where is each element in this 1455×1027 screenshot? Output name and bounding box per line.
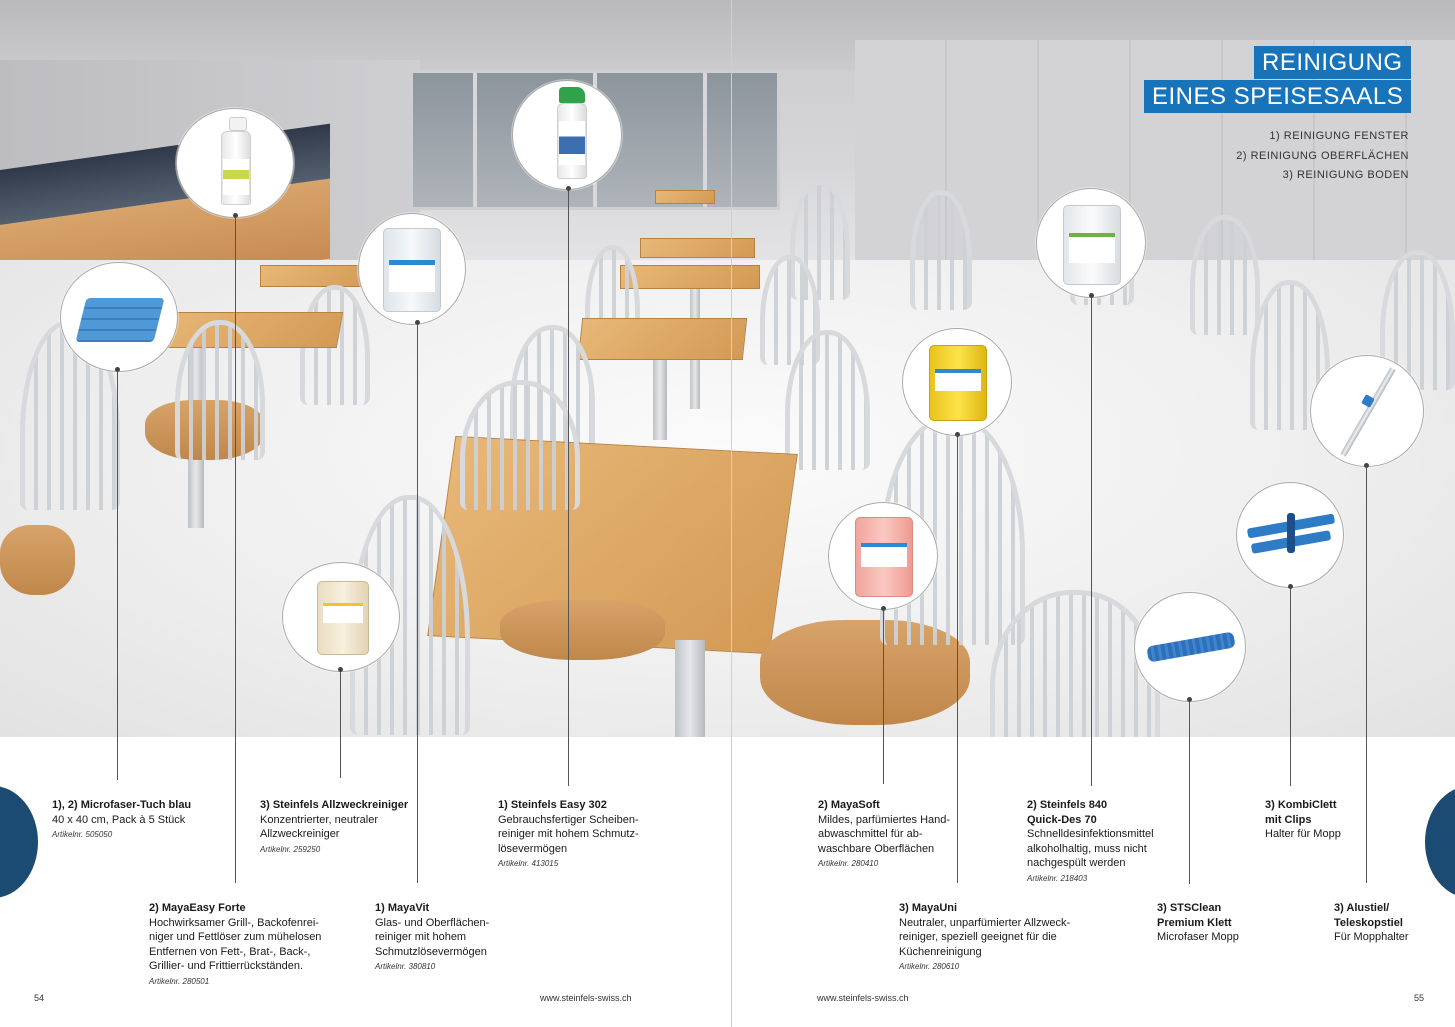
product-article: Artikelnr. 280610 xyxy=(899,962,960,972)
product-quickdes70 xyxy=(1027,798,1177,887)
telescopic-pole-icon xyxy=(1340,367,1395,457)
quickdes70-circle xyxy=(1036,188,1146,298)
product-article: Artikelnr. 218403 xyxy=(1027,873,1088,883)
product-alustiel xyxy=(1334,901,1439,945)
stsclean-circle xyxy=(1134,592,1246,702)
microfaser-tuch-circle xyxy=(60,262,178,372)
product-easy302 xyxy=(498,798,668,872)
area-item-oberflaechen: 2) REINIGUNG OBERFLÄCHEN xyxy=(1236,150,1409,162)
product-mayavit xyxy=(375,901,525,975)
product-allzweckreiniger xyxy=(260,798,440,857)
product-desc: Gebrauchsfertiger Scheiben- reiniger mit hohem Schmutz- lösevermögen xyxy=(498,813,639,855)
cloth-icon xyxy=(76,298,165,342)
product-name: 1) Steinfels Easy 302 xyxy=(498,799,607,811)
area-item-boden: 3) REINIGUNG BODEN xyxy=(1282,169,1409,181)
alustiel-circle xyxy=(1310,355,1424,467)
mayaeasy-forte-circle xyxy=(176,108,294,218)
mop-icon xyxy=(1146,631,1235,662)
product-desc: 40 x 40 cm, Pack à 5 Stück xyxy=(52,813,186,826)
product-desc: Halter für Mopp xyxy=(1265,828,1341,841)
easy302-circle xyxy=(512,80,622,190)
mayauni-circle xyxy=(902,328,1012,436)
product-desc: Glas- und Oberflächen- reiniger mit hohem Schmutzlösevermögen xyxy=(375,916,490,958)
kombiclett-circle xyxy=(1236,482,1344,588)
product-desc: Konzentrierter, neutraler Allzweckreiniger xyxy=(260,813,379,841)
product-name: 3) Alustiel/ Teleskopstiel xyxy=(1334,902,1403,929)
product-name: 3) MayaUni xyxy=(899,902,958,914)
spray-bottle-icon xyxy=(559,87,585,103)
page-number-left: 54 xyxy=(34,993,45,1003)
product-article: Artikelnr. 280410 xyxy=(818,859,879,869)
product-desc: Microfaser Mopp xyxy=(1157,931,1239,944)
product-kombiclett xyxy=(1265,798,1375,842)
product-mayaeasy-forte xyxy=(149,901,349,990)
product-name: 2) MayaSoft xyxy=(818,799,880,811)
product-mayasoft xyxy=(818,798,978,872)
product-name: 3) KombiClett mit Clips xyxy=(1265,799,1337,826)
product-article: Artikelnr. 380810 xyxy=(375,962,436,972)
product-stsclean xyxy=(1157,901,1267,945)
allzweckreiniger-circle xyxy=(282,562,400,672)
website-right: www.steinfels-swiss.ch xyxy=(817,993,909,1003)
area-item-fenster: 1) REINIGUNG FENSTER xyxy=(1269,130,1409,142)
product-article: Artikelnr. 505050 xyxy=(52,830,113,840)
product-microfaser-tuch xyxy=(52,798,222,843)
product-name: 2) Steinfels 840 Quick-Des 70 xyxy=(1027,799,1108,826)
product-mayauni xyxy=(899,901,1099,975)
page-number-right: 55 xyxy=(1414,993,1425,1003)
page-tab-left xyxy=(0,786,38,898)
spray-bottle-icon xyxy=(229,117,247,131)
page-fold xyxy=(731,0,732,1027)
website-left: www.steinfels-swiss.ch xyxy=(540,993,632,1003)
product-name: 2) MayaEasy Forte xyxy=(149,902,246,914)
product-desc: Schnelldesinfektionsmittel alkoholhaltig, muss nicht nachgespült werden xyxy=(1027,828,1154,870)
page-tab-right xyxy=(1425,786,1455,898)
title-line-2: EINES SPEISESAALS xyxy=(1144,80,1411,113)
product-desc: Mildes, parfümiertes Hand- abwaschmittel für ab- waschbare Oberflächen xyxy=(818,813,951,855)
mayavit-circle xyxy=(358,213,466,325)
product-article: Artikelnr. 259250 xyxy=(260,844,321,854)
product-name: 1) MayaVit xyxy=(375,902,430,914)
product-desc: Für Mopphalter xyxy=(1334,931,1409,944)
product-article: Artikelnr. 280501 xyxy=(149,976,210,986)
mayasoft-circle xyxy=(828,502,938,610)
product-name: 1), 2) Microfaser-Tuch blau xyxy=(52,799,192,811)
title-line-1: REINIGUNG xyxy=(1254,46,1411,79)
product-desc: Hochwirksamer Grill-, Backofenrei- niger und Fettlöser zum mühelosen Entfernen von Fett-, Brat-, Back-, Grillier- und Frittierrückständen. xyxy=(149,916,322,973)
product-name: 3) Steinfels Allzweckreiniger xyxy=(260,799,409,811)
product-article: Artikelnr. 413015 xyxy=(498,859,559,869)
product-desc: Neutraler, unparfümierter Allzweck- reiniger, speziell geeignet für die Küchenreinigung xyxy=(899,916,1071,958)
product-name: 3) STSClean Premium Klett xyxy=(1157,902,1232,929)
